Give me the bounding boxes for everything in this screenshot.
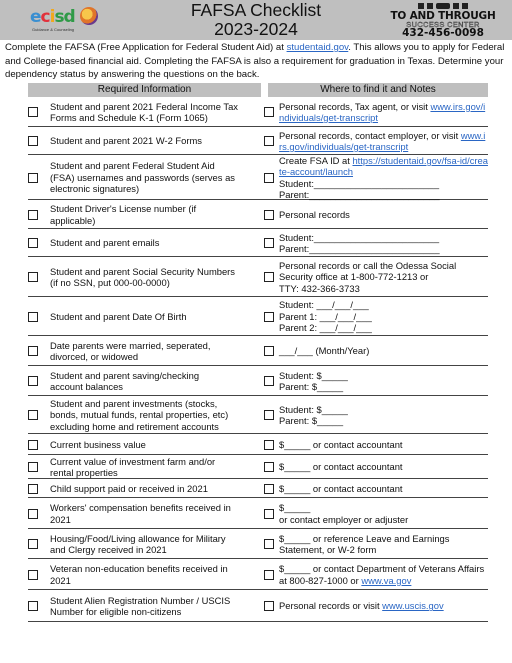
required-info-line: Date parents were married, seperated, — [50, 339, 211, 351]
required-info-checkbox[interactable] — [28, 410, 38, 420]
required-info-checkbox[interactable] — [28, 462, 38, 472]
notes-checkbox[interactable] — [264, 238, 274, 248]
table-row — [28, 155, 488, 200]
notes-checkbox[interactable] — [264, 312, 274, 322]
notes-checkbox[interactable] — [264, 570, 274, 580]
required-info-line: Student Driver's License number (if — [50, 203, 197, 215]
required-info-checkbox[interactable] — [28, 440, 38, 450]
required-info-line: Student and parent investments (stocks, — [50, 397, 218, 409]
table-row — [28, 127, 488, 155]
table-row — [28, 229, 488, 257]
required-info-text — [50, 455, 258, 479]
required-info-line: 2021 — [50, 513, 71, 525]
notes-checkbox[interactable] — [264, 210, 274, 220]
notes-line: Parent:_________________________ — [279, 243, 440, 254]
notes-line: Student: ___/___/___ — [279, 299, 369, 311]
notes-checkbox[interactable] — [264, 272, 274, 282]
notes-line: $_____ or contact accountant — [279, 461, 403, 473]
notes-text — [279, 336, 488, 366]
required-info-line: Student Alien Registration Number / USCIS — [50, 594, 231, 606]
required-info-checkbox[interactable] — [28, 346, 38, 356]
notes-text — [279, 479, 488, 498]
table-row — [28, 529, 488, 559]
header-required-information: Required Information — [28, 83, 261, 97]
studentaid-link[interactable]: studentaid.gov — [286, 42, 349, 53]
notes-checkbox[interactable] — [264, 173, 274, 183]
notes-line: $_____ — [279, 502, 311, 514]
notes-text — [279, 297, 488, 336]
required-info-checkbox[interactable] — [28, 107, 38, 117]
notes-text — [279, 559, 488, 590]
notes-text — [279, 200, 488, 229]
notes-line: Student:________________________ — [279, 177, 440, 189]
table-row — [28, 434, 488, 455]
ecisd-logo-text: ecisd — [30, 7, 75, 27]
required-info-line: account balances — [50, 381, 123, 392]
required-info-line: Forms and Schedule K-1 (Form 1065) — [50, 112, 208, 123]
title-line-1: FAFSA Checklist — [190, 0, 322, 20]
required-info-line: applicable) — [50, 214, 96, 226]
required-info-line: Number for eligible non-citizens — [50, 606, 182, 617]
required-info-checkbox[interactable] — [28, 570, 38, 580]
notes-text — [279, 127, 488, 155]
notes-line: Statement, or W-2 form — [279, 544, 377, 555]
table-row — [28, 590, 488, 622]
page-title — [150, 1, 362, 39]
required-info-text — [50, 127, 258, 155]
required-info-line: Student and parent 2021 W-2 Forms — [50, 135, 202, 147]
required-info-line: Current business value — [50, 438, 146, 450]
notes-checkbox[interactable] — [264, 376, 274, 386]
required-info-line: bonds, mutual funds, rental properties, etc) — [50, 409, 229, 421]
required-info-text — [50, 229, 258, 257]
notes-checkbox[interactable] — [264, 462, 274, 472]
notes-line: Personal records — [279, 208, 350, 220]
required-info-line: Student and parent Social Security Numbers — [50, 265, 235, 277]
required-info-line: excluding home and retirement accounts — [50, 420, 219, 432]
required-info-text — [50, 590, 258, 622]
required-info-line: Current value of investment farm and/or — [50, 455, 216, 467]
table-row — [28, 559, 488, 590]
required-info-line: (FSA) usernames and passwords (serves as — [50, 171, 235, 183]
required-info-line: 2021 — [50, 574, 71, 586]
required-info-checkbox[interactable] — [28, 272, 38, 282]
notes-line: Parent 1: ___/___/___ — [279, 310, 372, 322]
notes-checkbox[interactable] — [264, 601, 274, 611]
resource-link[interactable]: https://studentaid.gov/fsa-id/create-account/launch — [279, 154, 488, 178]
title-line-2: 2023-2024 — [214, 19, 298, 39]
notes-checkbox[interactable] — [264, 136, 274, 146]
notes-line: Personal records or call the Odessa Social — [279, 259, 457, 271]
required-info-text — [50, 155, 258, 200]
notes-line: TTY: 432-366-3733 — [279, 282, 360, 294]
notes-text — [279, 229, 488, 257]
table-row — [28, 97, 488, 127]
required-info-line: Student and parent emails — [50, 237, 160, 249]
notes-checkbox[interactable] — [264, 410, 274, 420]
resource-link[interactable]: www.irs.gov/individuals/get-transcript — [279, 100, 486, 123]
required-info-line: Child support paid or received in 2021 — [50, 482, 208, 494]
notes-line: Security office at 1-800-772-1213 or — [279, 271, 429, 283]
required-info-line: Student and parent 2021 Federal Income Tax — [50, 100, 238, 112]
notes-text — [279, 590, 488, 622]
required-info-line: Student and parent Federal Student Aid — [50, 160, 215, 172]
required-info-checkbox[interactable] — [28, 376, 38, 386]
notes-line: Create FSA ID at — [279, 154, 353, 166]
notes-line: $_____ or contact accountant — [279, 438, 403, 450]
notes-text — [279, 455, 488, 479]
to-and-through-text: TO AND THROUGH — [390, 10, 496, 22]
required-info-text — [50, 479, 258, 498]
resource-link[interactable]: www.uscis.gov — [382, 600, 444, 612]
table-row — [28, 297, 488, 336]
success-center-text: SUCCESS CENTER — [406, 20, 480, 29]
notes-line: or contact employer or adjuster — [279, 513, 409, 525]
table-row — [28, 366, 488, 396]
required-info-checkbox[interactable] — [28, 601, 38, 611]
notes-checkbox[interactable] — [264, 440, 274, 450]
notes-text — [279, 257, 488, 297]
notes-checkbox[interactable] — [264, 509, 274, 519]
notes-line: Parent:_________________________ — [279, 188, 440, 200]
required-info-checkbox[interactable] — [28, 484, 38, 494]
required-info-checkbox[interactable] — [28, 210, 38, 220]
required-info-line: electronic signatures) — [50, 183, 140, 195]
table-row — [28, 455, 488, 479]
required-info-checkbox[interactable] — [28, 238, 38, 248]
required-info-line: Housing/Food/Living allowance for Military — [50, 532, 226, 544]
required-info-checkbox[interactable] — [28, 312, 38, 322]
required-info-line: Student and parent Date Of Birth — [50, 310, 187, 322]
resource-link[interactable]: www.irs.gov/individuals/get-transcript — [279, 129, 486, 152]
required-info-line: Veteran non-education benefits received in — [50, 563, 228, 575]
required-info-text — [50, 336, 258, 366]
notes-line: Student:________________________ — [279, 231, 440, 243]
table-row — [28, 200, 488, 229]
notes-checkbox[interactable] — [264, 539, 274, 549]
required-info-line: (if no SSN, put 000-00-0000) — [50, 277, 170, 288]
notes-line: Personal records, contact employer, or visit — [279, 129, 461, 141]
required-info-line: rental properties — [50, 467, 118, 478]
globe-icon — [80, 7, 98, 25]
table-row — [28, 498, 488, 529]
required-info-text — [50, 257, 258, 297]
required-info-checkbox[interactable] — [28, 136, 38, 146]
notes-checkbox[interactable] — [264, 107, 274, 117]
notes-line: Personal records or visit — [279, 600, 383, 612]
notes-line: $_____ or reference Leave and Earnings — [279, 532, 450, 544]
notes-text — [279, 498, 488, 529]
required-info-text — [50, 434, 258, 455]
notes-checkbox[interactable] — [264, 346, 274, 356]
required-info-checkbox[interactable] — [28, 173, 38, 183]
required-info-line: and Clergy received in 2021 — [50, 544, 167, 555]
required-info-checkbox[interactable] — [28, 509, 38, 519]
notes-line: Personal records, Tax agent, or visit — [279, 100, 431, 112]
notes-text — [279, 529, 488, 559]
required-info-text — [50, 366, 258, 396]
notes-text — [279, 97, 488, 127]
notes-line: Parent 2: ___/___/___ — [279, 322, 372, 334]
notes-text — [279, 366, 488, 396]
notes-line: Student: $_____ — [279, 403, 348, 415]
notes-line: Parent: $_____ — [279, 415, 344, 426]
notes-line: Student: $_____ — [279, 369, 348, 381]
required-info-line: Workers' compensation benefits received in — [50, 502, 231, 514]
phone-number: 432-456-0098 — [402, 27, 484, 39]
required-info-text — [50, 200, 258, 229]
notes-line: $_____ or contact Department of Veterans Affairs at 800-827-1000 or — [279, 563, 485, 586]
table-row — [28, 479, 488, 498]
notes-text — [279, 396, 488, 434]
success-center-logo — [388, 3, 498, 38]
required-info-line: Student and parent saving/checking — [50, 369, 200, 381]
table-row — [28, 257, 488, 297]
notes-checkbox[interactable] — [264, 484, 274, 494]
required-info-text — [50, 97, 258, 127]
required-info-text — [50, 529, 258, 559]
notes-text — [279, 155, 488, 200]
required-info-checkbox[interactable] — [28, 539, 38, 549]
notes-text — [279, 434, 488, 455]
table-row — [28, 336, 488, 366]
notes-line: $_____ or contact accountant — [279, 482, 403, 494]
required-info-text — [50, 498, 258, 529]
page-header — [0, 0, 512, 40]
required-info-text — [50, 297, 258, 336]
logo-caption: Guidance & Counseling — [32, 27, 75, 32]
notes-line: Parent: $_____ — [279, 381, 344, 392]
notes-line: ___/___ (Month/Year) — [279, 345, 370, 357]
required-info-line: divorced, or widowed — [50, 351, 139, 362]
required-info-text — [50, 559, 258, 590]
intro-paragraph: Complete the FAFSA (Free Application for Federal Student Aid) at studentaid.gov. This allows you to apply for Federal and College-based financial aid. Completing the FAFSA is also a requirement for graduation in Texas. Determine your dependency status by answering the questions on the back. — [5, 42, 505, 80]
table-row — [28, 396, 488, 434]
table-header — [28, 83, 488, 97]
ecisd-guidance-logo — [30, 3, 100, 37]
resource-link[interactable]: www.va.gov — [361, 574, 412, 586]
required-info-text — [50, 396, 258, 434]
header-where-to-find: Where to find it and Notes — [268, 83, 488, 97]
